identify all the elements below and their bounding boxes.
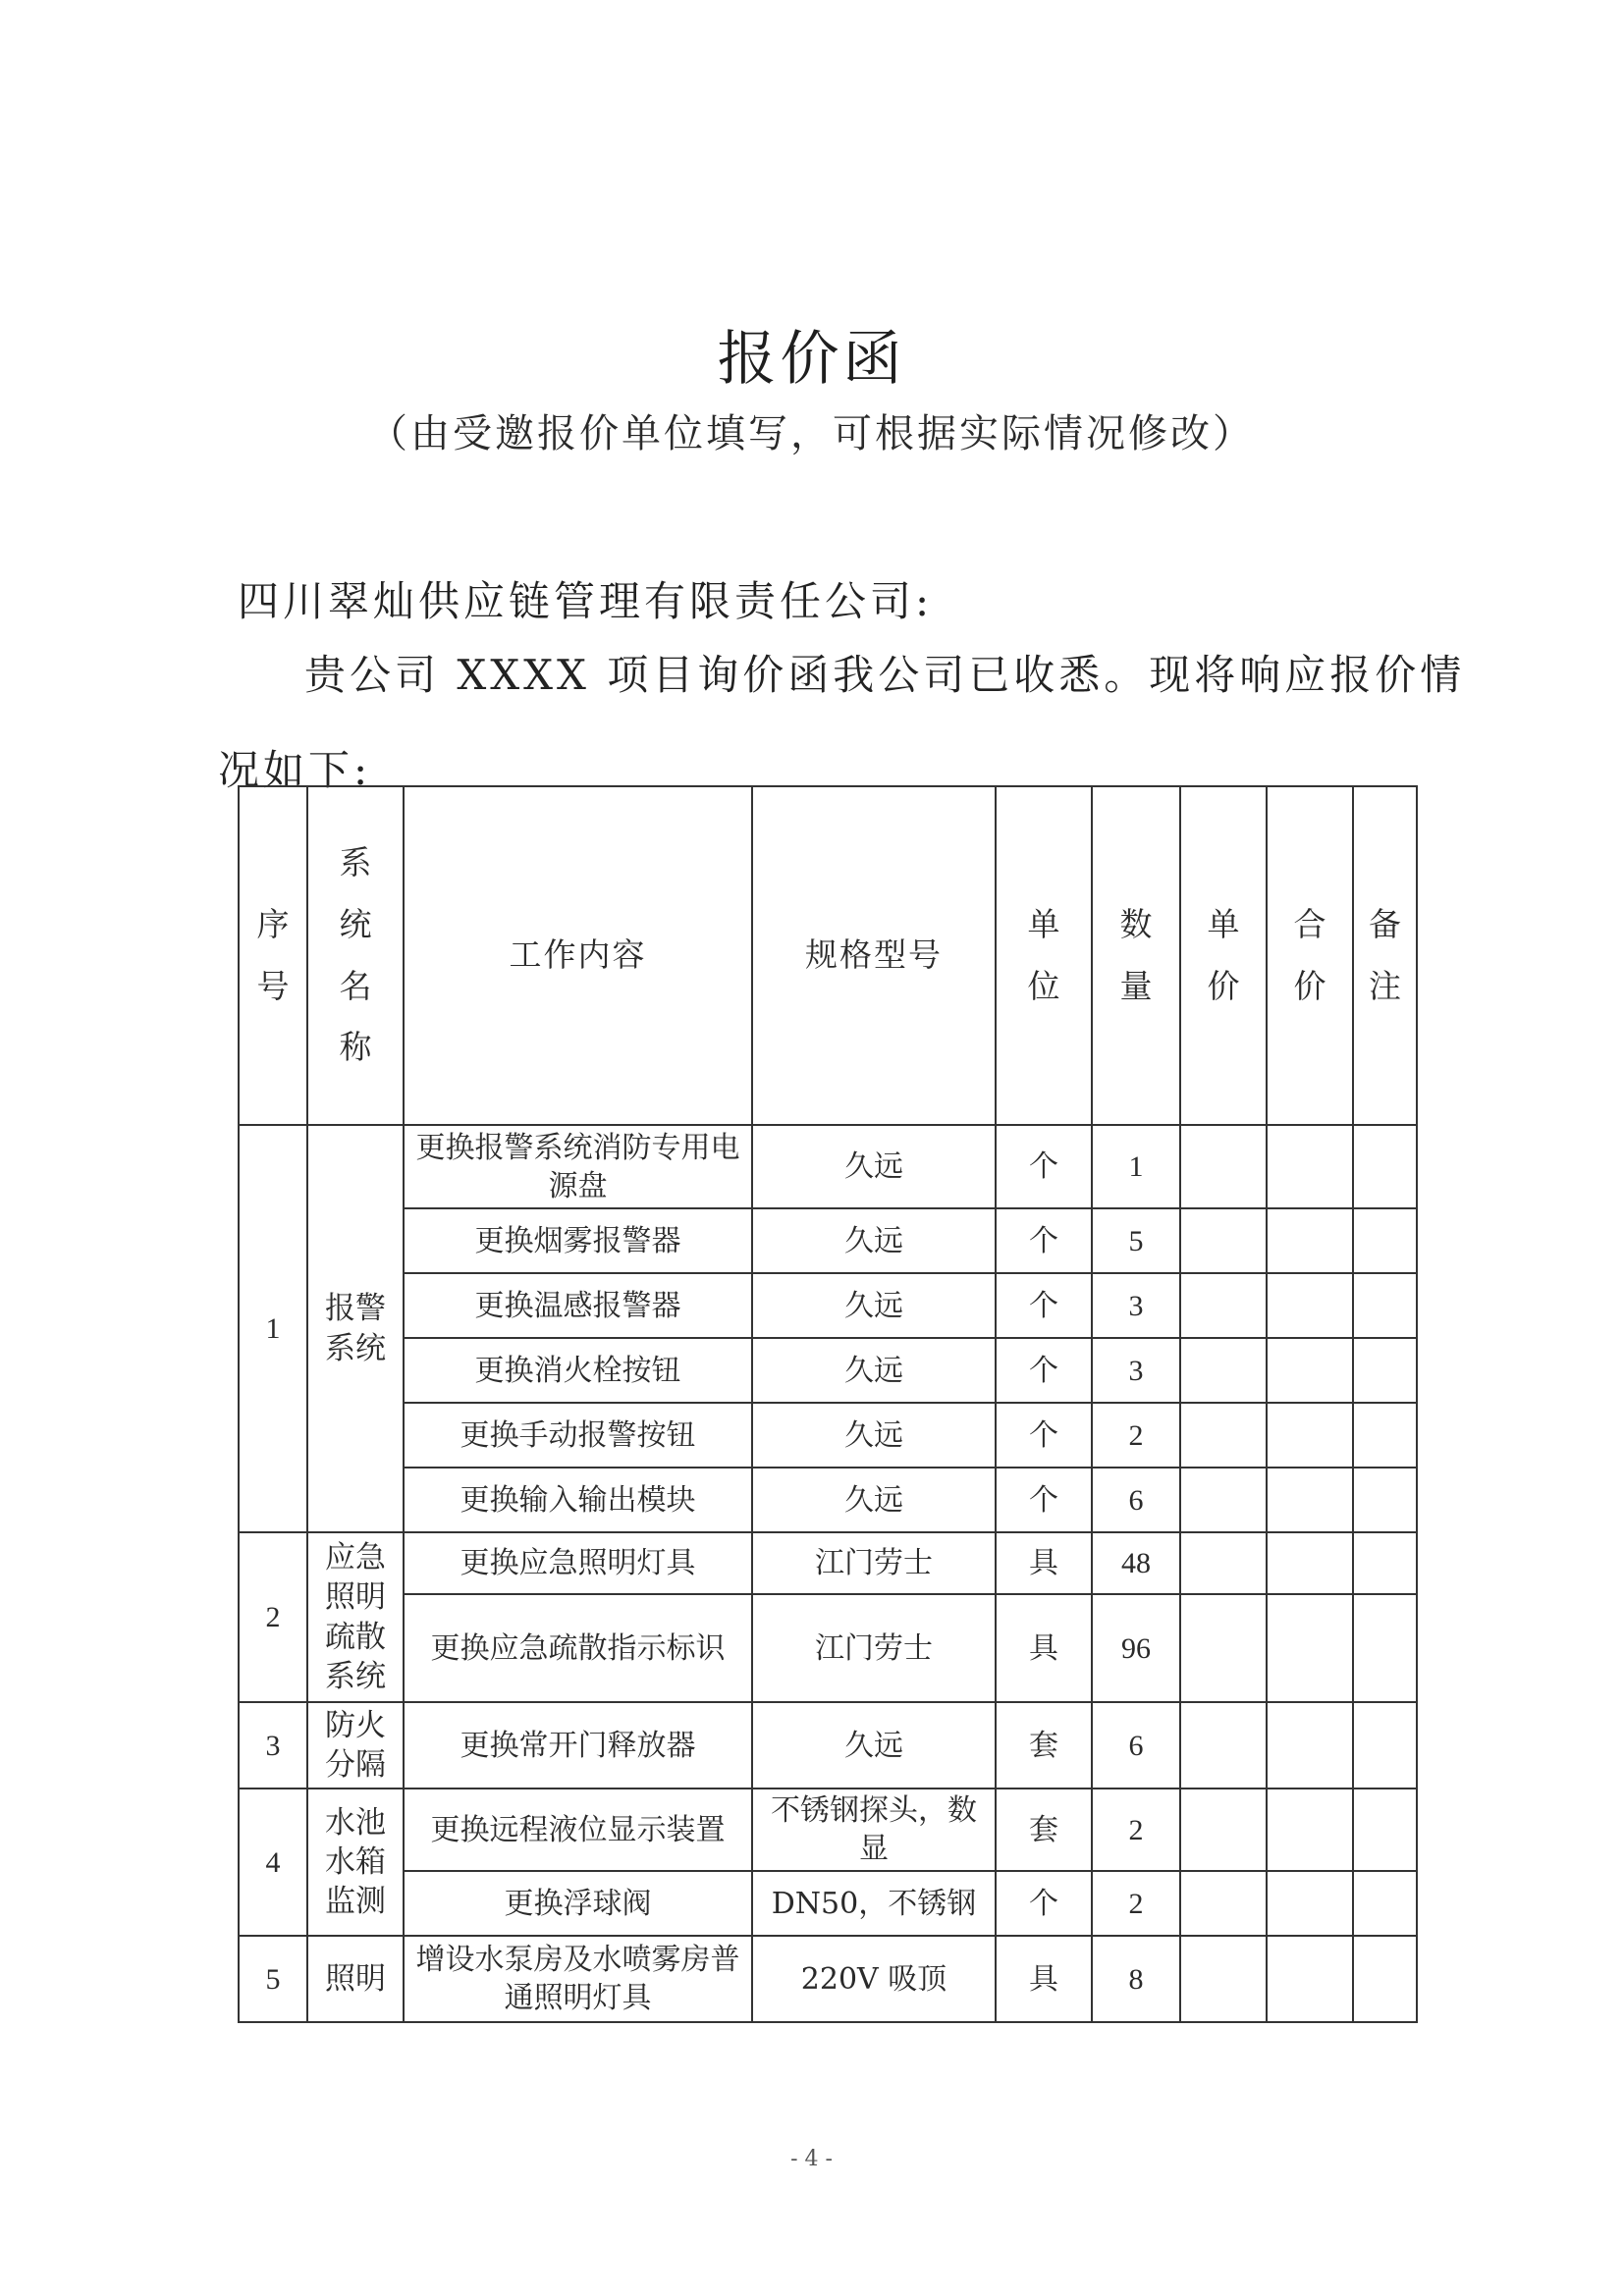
table-row	[239, 1936, 1417, 2022]
page-number: - 4 -	[790, 2147, 833, 2171]
total-price-cell	[1267, 1125, 1353, 1208]
unit-price-cell	[1180, 1468, 1267, 1532]
spec-cell: 220V 吸顶	[752, 1936, 996, 2022]
qty-cell: 3	[1092, 1273, 1180, 1338]
remark-cell	[1353, 1208, 1417, 1273]
unit-price-cell	[1180, 1532, 1267, 1594]
table-row	[239, 1125, 1417, 1208]
unit-cell: 个	[996, 1871, 1092, 1936]
remark-cell	[1353, 1594, 1417, 1702]
table-row	[239, 1594, 1417, 1702]
qty-cell: 2	[1092, 1403, 1180, 1468]
table-row	[239, 1468, 1417, 1532]
remark-cell	[1353, 1125, 1417, 1208]
work-cell: 更换消火栓按钮	[404, 1338, 752, 1403]
work-cell: 更换浮球阀	[404, 1871, 752, 1936]
work-cell: 更换输入输出模块	[404, 1468, 752, 1532]
table-row	[239, 1702, 1417, 1789]
qty-cell: 3	[1092, 1338, 1180, 1403]
unit-price-cell	[1180, 1208, 1267, 1273]
qty-cell: 6	[1092, 1702, 1180, 1789]
system-cell: 报警系统	[307, 1125, 404, 1532]
qty-cell: 1	[1092, 1125, 1180, 1208]
header-work-content: 工作内容	[404, 786, 752, 1125]
unit-cell: 具	[996, 1936, 1092, 2022]
remark-cell	[1353, 1789, 1417, 1871]
work-cell: 更换常开门释放器	[404, 1702, 752, 1789]
header-unit-price: 单 价	[1180, 786, 1267, 1125]
unit-price-cell	[1180, 1403, 1267, 1468]
unit-cell: 套	[996, 1789, 1092, 1871]
seq-cell: 3	[239, 1702, 307, 1789]
spec-cell: 不锈钢探头，数显	[752, 1789, 996, 1871]
unit-cell: 个	[996, 1208, 1092, 1273]
qty-cell: 8	[1092, 1936, 1180, 2022]
seq-cell: 2	[239, 1532, 307, 1702]
remark-cell	[1353, 1273, 1417, 1338]
qty-cell: 48	[1092, 1532, 1180, 1594]
seq-cell: 5	[239, 1936, 307, 2022]
seq-cell: 1	[239, 1125, 307, 1532]
unit-cell: 个	[996, 1338, 1092, 1403]
qty-cell: 96	[1092, 1594, 1180, 1702]
qty-cell: 6	[1092, 1468, 1180, 1532]
unit-price-cell	[1180, 1125, 1267, 1208]
total-price-cell	[1267, 1403, 1353, 1468]
total-price-cell	[1267, 1208, 1353, 1273]
work-cell: 更换应急照明灯具	[404, 1532, 752, 1594]
seq-cell: 4	[239, 1789, 307, 1936]
work-cell: 更换报警系统消防专用电源盘	[404, 1125, 752, 1208]
work-cell: 更换温感报警器	[404, 1273, 752, 1338]
unit-cell: 个	[996, 1125, 1092, 1208]
body-text-line-2: 况如下:	[218, 746, 372, 794]
quote-table	[238, 785, 1418, 2023]
total-price-cell	[1267, 1273, 1353, 1338]
remark-cell	[1353, 1702, 1417, 1789]
unit-price-cell	[1180, 1871, 1267, 1936]
unit-cell: 个	[996, 1468, 1092, 1532]
work-cell: 更换应急疏散指示标识	[404, 1594, 752, 1702]
spec-cell: 久远	[752, 1338, 996, 1403]
spec-cell: 久远	[752, 1403, 996, 1468]
document-subtitle: （由受邀报价单位填写，可根据实际情况修改）	[368, 411, 1255, 456]
system-cell: 应急照明疏散系统	[307, 1532, 404, 1702]
unit-cell: 具	[996, 1594, 1092, 1702]
table-row	[239, 1403, 1417, 1468]
remark-cell	[1353, 1936, 1417, 2022]
header-unit: 单 位	[996, 786, 1092, 1125]
qty-cell: 2	[1092, 1871, 1180, 1936]
unit-cell: 个	[996, 1403, 1092, 1468]
qty-cell: 5	[1092, 1208, 1180, 1273]
unit-price-cell	[1180, 1789, 1267, 1871]
spec-cell: DN50，不锈钢	[752, 1871, 996, 1936]
unit-cell: 具	[996, 1532, 1092, 1594]
table-row	[239, 1871, 1417, 1936]
total-price-cell	[1267, 1532, 1353, 1594]
table-row	[239, 1338, 1417, 1403]
total-price-cell	[1267, 1789, 1353, 1871]
qty-cell: 2	[1092, 1789, 1180, 1871]
unit-cell: 套	[996, 1702, 1092, 1789]
unit-price-cell	[1180, 1702, 1267, 1789]
header-remark: 备 注	[1353, 786, 1417, 1125]
total-price-cell	[1267, 1871, 1353, 1936]
total-price-cell	[1267, 1936, 1353, 2022]
spec-cell: 久远	[752, 1208, 996, 1273]
work-cell: 更换手动报警按钮	[404, 1403, 752, 1468]
total-price-cell	[1267, 1338, 1353, 1403]
spec-cell: 久远	[752, 1273, 996, 1338]
header-seq: 序 号	[239, 786, 307, 1125]
remark-cell	[1353, 1338, 1417, 1403]
work-cell: 增设水泵房及水喷雾房普通照明灯具	[404, 1936, 752, 2022]
unit-cell: 个	[996, 1273, 1092, 1338]
table-row	[239, 1789, 1417, 1871]
body-text-line-1: 贵公司 XXXX 项目询价函我公司已收悉。现将响应报价情	[304, 651, 1466, 699]
unit-price-cell	[1180, 1273, 1267, 1338]
table-row	[239, 1273, 1417, 1338]
remark-cell	[1353, 1532, 1417, 1594]
recipient-line: 四川翠灿供应链管理有限责任公司:	[238, 577, 934, 625]
total-price-cell	[1267, 1594, 1353, 1702]
unit-price-cell	[1180, 1594, 1267, 1702]
spec-cell: 久远	[752, 1468, 996, 1532]
system-cell: 防火分隔	[307, 1702, 404, 1789]
spec-cell: 江门劳士	[752, 1594, 996, 1702]
total-price-cell	[1267, 1702, 1353, 1789]
remark-cell	[1353, 1403, 1417, 1468]
header-quantity: 数 量	[1092, 786, 1180, 1125]
total-price-cell	[1267, 1468, 1353, 1532]
document-title: 报价函	[717, 325, 906, 394]
table-row	[239, 1208, 1417, 1273]
work-cell: 更换烟雾报警器	[404, 1208, 752, 1273]
system-cell: 照明	[307, 1936, 404, 2022]
header-spec-model: 规格型号	[752, 786, 996, 1125]
spec-cell: 江门劳士	[752, 1532, 996, 1594]
unit-price-cell	[1180, 1338, 1267, 1403]
table-row	[239, 1532, 1417, 1594]
remark-cell	[1353, 1871, 1417, 1936]
system-cell: 水池水箱监测	[307, 1789, 404, 1936]
spec-cell: 久远	[752, 1125, 996, 1208]
remark-cell	[1353, 1468, 1417, 1532]
work-cell: 更换远程液位显示装置	[404, 1789, 752, 1871]
header-total-price: 合 价	[1267, 786, 1353, 1125]
header-system-name: 系 统 名 称	[307, 786, 404, 1125]
spec-cell: 久远	[752, 1702, 996, 1789]
table-header-row	[239, 786, 1417, 1125]
unit-price-cell	[1180, 1936, 1267, 2022]
